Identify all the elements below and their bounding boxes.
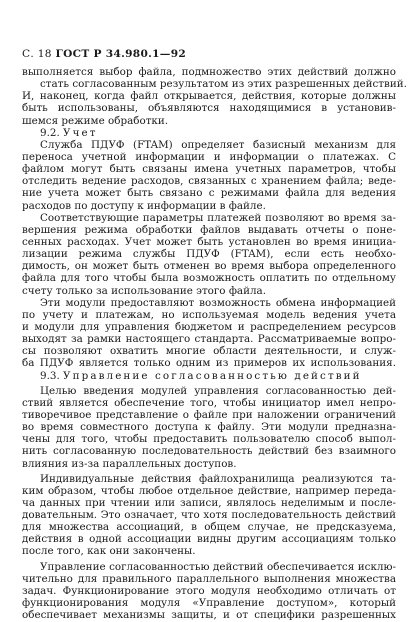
text-line: действия в одной ассоциации видны другим ассоциациям только xyxy=(22,533,396,546)
running-header xyxy=(22,48,186,60)
text-line: ние учета может быть связано с режимами файла для ведения xyxy=(22,187,396,200)
text-line: сенных расходах. Учет может быть установлен во время инициа- xyxy=(22,235,396,248)
text-line: счету только за использование этого файла. xyxy=(22,284,267,297)
text-line: лизации режима службы ПДУФ (FTAM), если есть необхо- xyxy=(22,248,396,261)
text-line: Служба ПДУФ (FTAM) определяет базисный механизм для xyxy=(40,138,396,151)
text-line: Соответствующие параметры платежей позволяют во время за- xyxy=(40,211,396,224)
text-line: выходят за рамки настоящего стандарта. Рассматриваемые вопро- xyxy=(22,333,396,346)
text-line: обеспечивает механизмы защиты, и от специфики разрешенных xyxy=(22,609,396,622)
paragraph-ftam-basis xyxy=(22,139,396,212)
text-line: шемся режиме обработки. xyxy=(22,114,169,127)
text-line: файла для того чтобы была возможность оплатить по отдельному xyxy=(22,272,396,285)
text-line: во время совместного доступа к файлу. Эти модули предназна- xyxy=(22,421,396,434)
section-heading-9-2 xyxy=(22,127,396,139)
paragraph-payment-params xyxy=(22,212,396,297)
page-number-label: С. 18 xyxy=(22,48,52,60)
text-line: после того, как они закончены. xyxy=(22,545,196,558)
paragraph-continuation xyxy=(22,66,407,127)
text-line: файлом могут быть связаны имена учетных параметров, чтобы xyxy=(22,163,396,176)
paragraph-goal xyxy=(22,385,396,470)
text-line: ствий является обеспечение того, чтобы инициатор имел непро- xyxy=(22,396,396,409)
text-line: чены для того, чтобы предоставить пользователю способ выпол- xyxy=(22,433,396,446)
section-heading-9-3 xyxy=(22,370,396,382)
standard-designation: ГОСТ Р 34.980.1—92 xyxy=(55,48,187,60)
text-line: довательным. Это означает, что хотя последовательность действий xyxy=(22,509,396,522)
text-line: тиворечивое представление о файле при наложении ограничений xyxy=(22,408,396,421)
paragraph-individual-actions xyxy=(22,473,396,558)
text-line: Целью введения модулей управления согласованностью дей- xyxy=(40,384,396,397)
text-line: сы позволяют охватить многие области деятельности, и служ- xyxy=(22,345,396,358)
text-line: по учету и платежам, но используемая модель ведения учета xyxy=(22,308,396,321)
text-line: димость, он может быть отменен во время выбора определенного xyxy=(22,260,396,273)
text-line: ким образом, чтобы любое отдельное действие, например переда- xyxy=(22,484,396,497)
section-title: Управление согласованностью действий xyxy=(63,369,362,382)
text-line: Индивидуальные действия файлохранилища реализуются та- xyxy=(40,472,396,485)
text-line: нить согласованную последовательность действий без взаимного xyxy=(22,445,396,458)
text-line: для множества ассоциаций, в общем случае, не предсказуема, xyxy=(22,521,396,534)
text-line: ба ПДУФ является только одним из примеров их использования. xyxy=(22,357,396,370)
text-line: стать согласованным результатом из этих разрешенных действий. xyxy=(40,78,407,91)
text-line: ча данных при чтении или записи, являлось неделимым и после- xyxy=(22,496,396,509)
text-line: расходов по доступу к информации в файле. xyxy=(22,199,266,212)
text-line: и модули для управления бюджетом и распределением ресурсов xyxy=(22,320,396,333)
section-number: 9.3. xyxy=(40,369,60,382)
text-line: вершения режима обработки файлов выдавать отчеты о поне- xyxy=(22,223,396,236)
text-line: переноса учетной информации и информации о платежах. С xyxy=(22,150,396,163)
text-line: И, наконец, когда файл открывается, действия, которые должны xyxy=(22,90,396,103)
paragraph-consistency-management xyxy=(22,561,396,622)
text-line: задач. Функционирование этого модуля необходимо отличать от xyxy=(22,584,396,597)
text-line: функционирования модуля «Управление доступом», который xyxy=(22,597,396,610)
text-line: Управление согласованностью действий обеспечивается исклю- xyxy=(40,560,396,573)
section-title: Учет xyxy=(63,126,98,139)
section-number: 9.2. xyxy=(40,126,60,139)
text-line: Эти модули предоставляют возможность обмена информацией xyxy=(40,296,396,309)
text-line: быть использованы, объявляются находящимися в установив- xyxy=(22,102,396,115)
text-line: чительно для правильного параллельного выполнения множества xyxy=(22,572,396,585)
text-line: отследить ведение расходов, связанных с хранением файла; веде- xyxy=(22,175,396,188)
text-line: выполняется выбор файла, подмножество этих действий должно xyxy=(22,66,396,78)
document-body xyxy=(22,66,407,622)
text-line: влияния из-за параллельных доступов. xyxy=(22,457,237,470)
paragraph-modules xyxy=(22,297,396,370)
